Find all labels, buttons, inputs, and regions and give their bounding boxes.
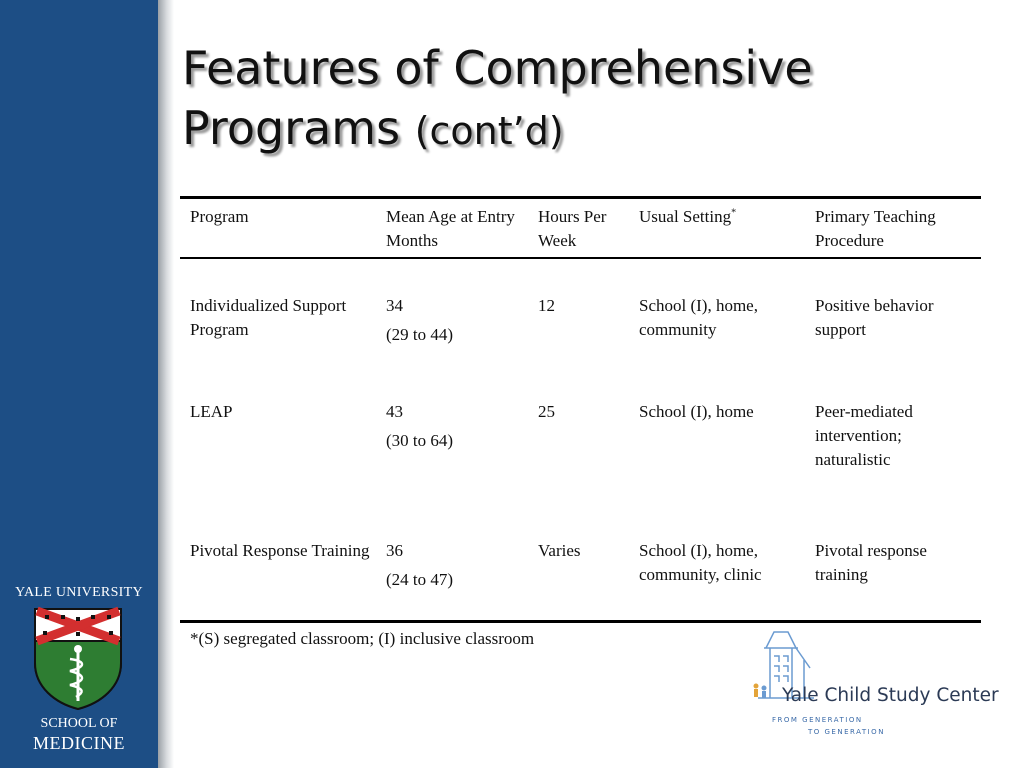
table-row-2-age-range: (30 to 64) [386, 431, 454, 450]
table-row-3-program: Pivotal Response Training [190, 541, 370, 560]
table-footnote: *(S) segregated classroom; (I) inclusive classroom [190, 629, 535, 648]
ycsc-logo-tagline-2: TO GENERATION [808, 728, 885, 736]
slide-title [182, 38, 1002, 161]
table-row-3-age-range: (24 to 47) [386, 570, 454, 589]
yale-medicine-shield-icon [31, 605, 125, 711]
table-header-rule [180, 257, 981, 259]
table-row-1-program: Individualized Support Program [190, 296, 347, 339]
header-hours: Hours Per Week [538, 207, 607, 250]
table-row-2-program: LEAP [190, 402, 233, 421]
table-row-2-hours: 25 [538, 402, 555, 421]
table-bottom-rule [180, 620, 981, 623]
ycsc-logo-tagline-1: FROM GENERATION [772, 716, 863, 724]
header-mean-age: Mean Age at Entry Months [386, 207, 515, 250]
slide-title-suffix: (cont’d) [414, 109, 564, 153]
table-row-2-age [386, 400, 526, 453]
table-row-1-age-mean: 34 [386, 296, 403, 315]
table-row-3-age [386, 539, 526, 592]
yale-university-label: YALE UNIVERSITY [15, 585, 143, 600]
header-program: Program [190, 207, 249, 226]
table-row-1-age [386, 294, 526, 347]
header-usual-setting [639, 205, 804, 229]
table-row-3-age-mean: 36 [386, 541, 403, 560]
table-row-3-procedure: Pivotal response training [815, 541, 927, 584]
medicine-label: MEDICINE [33, 733, 125, 753]
sidebar-shadow [158, 0, 174, 768]
table-row-1-setting: School (I), home, community [639, 296, 758, 339]
header-teaching-procedure: Primary Teaching Procedure [815, 207, 936, 250]
header-usual-setting-mark: * [731, 207, 737, 219]
table-row-1-hours: 12 [538, 296, 555, 315]
table-row-3-hours: Varies [538, 541, 581, 560]
school-of-label: SCHOOL OF [40, 716, 118, 731]
table-row-3-setting: School (I), home, community, clinic [639, 541, 762, 584]
table-row-2-procedure: Peer-mediated intervention; naturalistic [815, 402, 913, 469]
header-usual-setting-label: Usual Setting [639, 207, 732, 226]
ycsc-logo-name: Yale Child Study Center [782, 685, 999, 706]
table-top-rule [180, 196, 981, 199]
table-row-2-age-mean: 43 [386, 402, 403, 421]
table-row-1-procedure: Positive behavior support [815, 296, 934, 339]
table-row-1-age-range: (29 to 44) [386, 325, 454, 344]
table-row-2-setting: School (I), home [639, 402, 754, 421]
slide-title-main: Features of Comprehensive Programs [182, 41, 813, 155]
